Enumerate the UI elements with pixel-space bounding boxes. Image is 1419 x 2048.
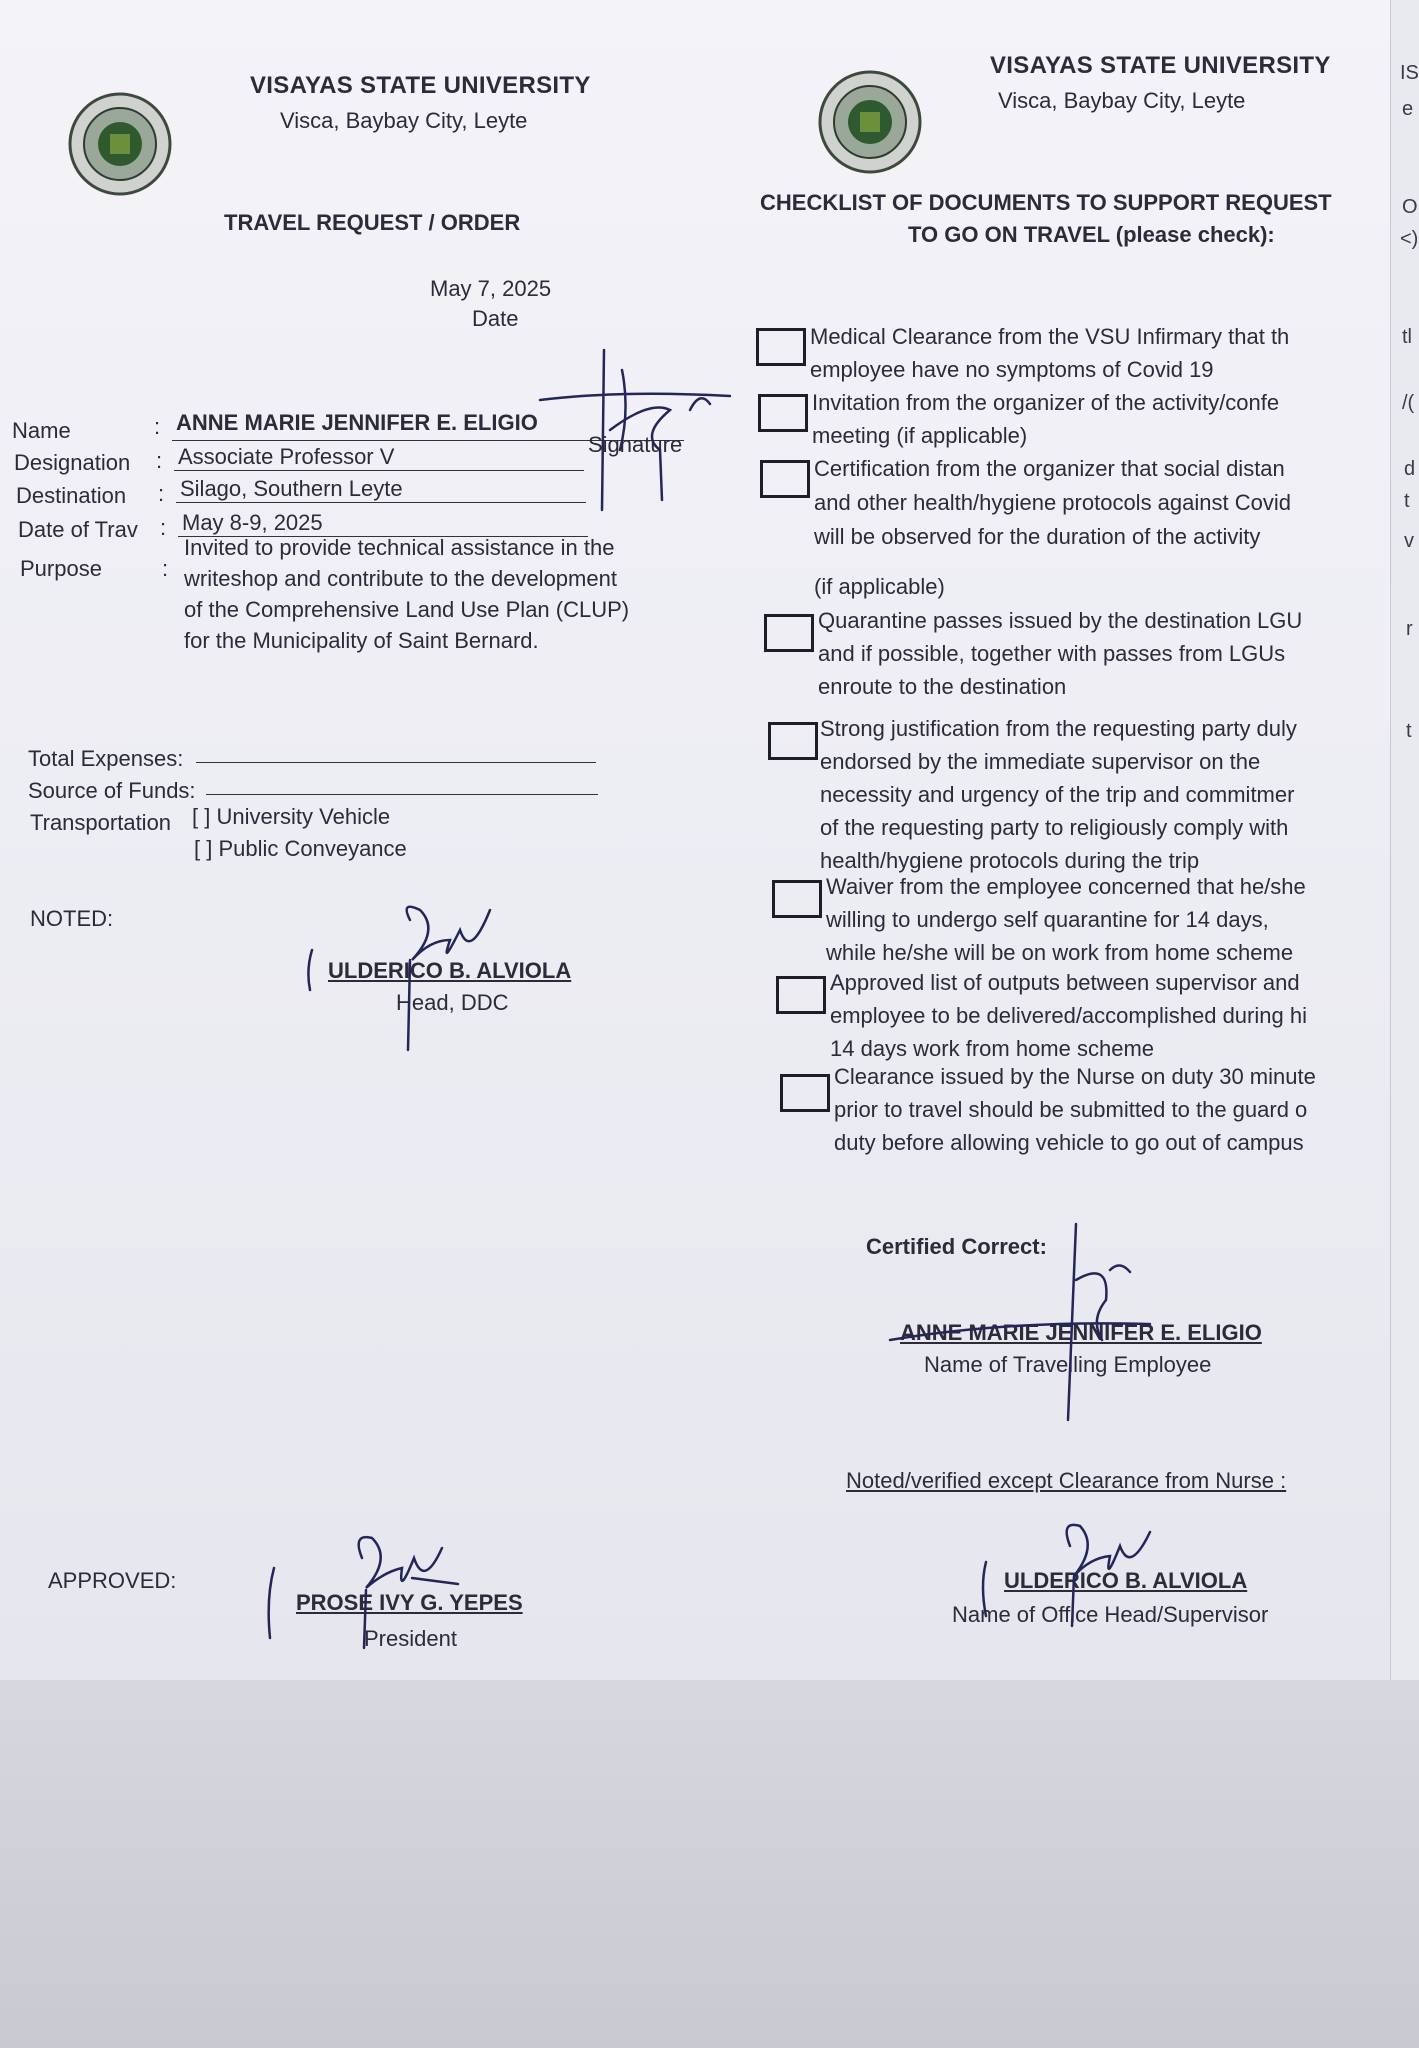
checklist-checkbox[interactable] [760,460,810,498]
purpose-line: of the Comprehensive Land Use Plan (CLUP) [184,597,630,622]
checklist-checkbox[interactable] [780,1074,830,1112]
designation-colon: : [156,448,163,473]
certified-signature-icon [880,1220,1160,1430]
checklist-checkbox[interactable] [764,614,814,652]
checklist-item [830,966,1390,1065]
checklist-item-line: of the requesting party to religiously comply with [820,815,1289,840]
destination-value: Silago, Southern Leyte [180,476,403,501]
designation-underline [174,470,584,471]
checklist-checkbox[interactable] [768,722,818,760]
noted-verified-label: Noted/verified except Clearance from Nurse : [846,1468,1287,1493]
edge-fragment: v [1404,530,1414,552]
checklist-checkbox[interactable] [776,976,826,1014]
checklist-item-line: Invitation from the organizer of the activity/confe [812,390,1280,415]
noted-signature-icon [300,900,510,1050]
checklist-item-line: while he/she will be on work from home scheme [826,940,1294,965]
edge-fragment: <) [1400,228,1419,250]
checklist-item [812,386,1372,452]
edge-fragment: r [1406,618,1413,640]
purpose-line: Invited to provide technical assistance in the [184,535,615,560]
supervisor-signature-icon [980,1516,1180,1636]
page-lower-area [0,1680,1419,2048]
destination-underline [176,502,586,503]
checklist-item-line: Clearance issued by the Nurse on duty 30 minute [834,1064,1316,1089]
checklist-item [826,870,1386,969]
checklist-item-line: willing to undergo self quarantine for 14 days, [826,907,1269,932]
checklist-item [814,452,1374,604]
name-label: Name [12,418,71,443]
edge-fragment: IS [1400,62,1419,84]
checklist-item-line: Medical Clearance from the VSU Infirmary that th [810,324,1290,349]
source-of-funds-label: Source of Funds: [28,778,196,803]
date-of-travel-label: Date of Trav [18,517,138,542]
edge-fragment: e [1402,98,1414,120]
designation-label: Designation [14,450,131,475]
checklist-item-line: Approved list of outputs between supervisor and [830,970,1300,995]
edge-fragment: tl [1402,326,1412,348]
purpose-line: writeshop and contribute to the development [184,566,617,591]
right-university-name: VISAYAS STATE UNIVERSITY [990,52,1331,79]
checklist-item-line: necessity and urgency of the trip and commitmer [820,782,1295,807]
applicant-signature-icon [540,340,740,520]
noted-signatory-name: ULDERICO B. ALVIOLA [328,958,572,983]
checklist-item-line: health/hygiene protocols during the trip [820,848,1200,873]
date-of-travel-colon: : [160,515,167,540]
approved-signatory-name: PROSE IVY G. YEPES [296,1590,523,1615]
noted-label: NOTED: [30,906,114,931]
right-university-address: Visca, Baybay City, Leyte [998,88,1246,113]
purpose-line: for the Municipality of Saint Bernard. [184,628,539,653]
checklist-item-line: will be observed for the duration of the activity [814,524,1261,549]
edge-fragment: O [1402,196,1418,218]
checklist-checkbox[interactable] [756,328,806,366]
edge-fragment: t [1406,720,1412,742]
approved-signatory-role: President [364,1626,457,1651]
request-date-label: Date [472,306,519,331]
destination-label: Destination [16,483,127,508]
certified-employee-name: ANNE MARIE JENNIFER E. ELIGIO [900,1320,1262,1345]
supervisor-role: Name of Office Head/Supervisor [952,1602,1269,1627]
edge-fragment: t [1404,490,1410,512]
checklist-checkbox[interactable] [772,880,822,918]
checklist-item-line: and if possible, together with passes from LGUs [818,641,1286,666]
checklist-item-line: meeting (if applicable) [812,423,1028,448]
date-of-travel-value: May 8-9, 2025 [182,510,323,535]
checklist-item-line: and other health/hygiene protocols against Covid [814,490,1291,515]
checklist-item-line: employee to be delivered/accomplished during hi [830,1003,1307,1028]
left-university-name: VISAYAS STATE UNIVERSITY [250,72,591,99]
checklist-item-line: employee have no symptoms of Covid 19 [810,357,1214,382]
checklist-item [810,320,1370,386]
checklist-item-line: Certification from the organizer that social distan [814,456,1285,481]
adjacent-page-edge [1390,0,1419,1680]
source-of-funds-underline [206,794,598,795]
purpose-label: Purpose [20,556,102,581]
supervisor-name: ULDERICO B. ALVIOLA [1004,1568,1248,1593]
certified-employee-role: Name of Travelling Employee [924,1352,1212,1377]
checklist-checkbox[interactable] [758,394,808,432]
university-seal-icon [68,92,172,196]
designation-value: Associate Professor V [178,444,395,469]
checklist-item-line: Quarantine passes issued by the destination LGU [818,608,1303,633]
checklist-item-line: Strong justification from the requesting party duly [820,716,1297,741]
edge-fragment: /( [1402,392,1415,414]
travel-request-title: TRAVEL REQUEST / ORDER [224,210,521,235]
left-university-address: Visca, Baybay City, Leyte [280,108,528,133]
signature-label: Signature [588,432,683,457]
checklist-item-line: (if applicable) [814,574,945,599]
certified-correct-label: Certified Correct: [866,1234,1047,1259]
checklist-item-line: endorsed by the immediate supervisor on the [820,749,1261,774]
total-expenses-label: Total Expenses: [28,746,184,771]
checklist-item-line: Waiver from the employee concerned that he/she [826,874,1306,899]
checklist-item [834,1060,1394,1159]
destination-colon: : [158,481,165,506]
request-date-value: May 7, 2025 [430,276,552,301]
checklist-item-line: prior to travel should be submitted to the guard o [834,1097,1308,1122]
purpose-colon: : [162,556,169,581]
checklist-title-line2: TO GO ON TRAVEL (please check): [908,222,1275,247]
transportation-label: Transportation [30,810,172,835]
checklist-item-line: enroute to the destination [818,674,1067,699]
checklist-item-line: duty before allowing vehicle to go out of campus [834,1130,1304,1155]
purpose-text [184,532,694,656]
transport-option-university-vehicle: [ ] University Vehicle [192,804,391,829]
total-expenses-underline [196,762,596,763]
checklist-item [820,712,1380,877]
checklist-title-line1: CHECKLIST OF DOCUMENTS TO SUPPORT REQUEST [760,190,1332,215]
checklist-item-line: 14 days work from home scheme [830,1036,1155,1061]
name-value: ANNE MARIE JENNIFER E. ELIGIO [176,410,538,435]
noted-signatory-role: Head, DDC [396,990,509,1015]
checklist-item [818,604,1378,703]
transport-option-public-conveyance: [ ] Public Conveyance [194,836,407,861]
edge-fragment: d [1404,458,1416,480]
name-colon: : [154,414,161,439]
approved-signature-icon [262,1528,482,1658]
university-seal-icon [818,70,922,174]
approved-label: APPROVED: [48,1568,177,1593]
